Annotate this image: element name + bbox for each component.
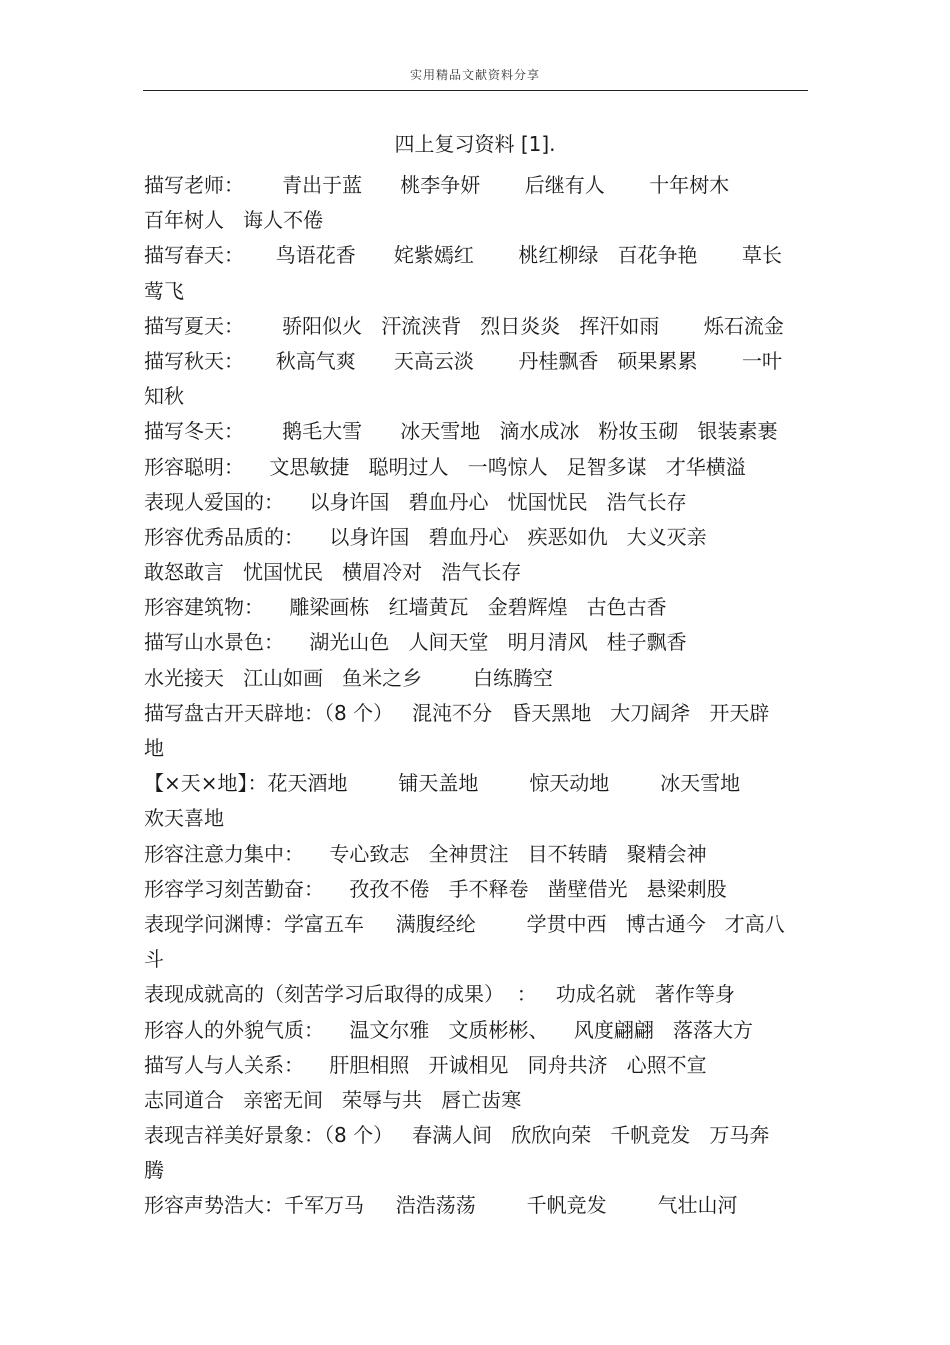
text-line: 描写人与人关系： 肝胆相照 开诚相见 同舟共济 心照不宣 [144, 1052, 707, 1077]
text-line: 形容聪明： 文思敏捷 聪明过人 一鸣惊人 足智多谋 才华横溢 [144, 454, 746, 479]
text-line: 腾 [144, 1158, 164, 1183]
text-line: 描写老师： 青出于蓝 桃李争妍 后继有人 十年树木 [144, 173, 730, 197]
text-line: 斗 [144, 947, 164, 972]
text-line: 表现吉祥美好景象：（8 个） 春满人间 欣欣向荣 千帆竞发 万马奔 [144, 1123, 770, 1148]
text-line: 形容人的外貌气质： 温文尔雅 文质彬彬、 风度翩翩 落落大方 [144, 1017, 754, 1042]
text-line: 地 [144, 736, 164, 760]
text-line: 表现人爱国的： 以身许国 碧血丹心 忧国忧民 浩气长存 [144, 489, 687, 514]
text-line: 【×天×地】：花天酒地 铺天盖地 惊天动地 冰天雪地 [144, 771, 741, 796]
text-line: 知秋 [144, 384, 184, 409]
text-line: 形容注意力集中： 专心致志 全神贯注 目不转睛 聚精会神 [144, 841, 707, 866]
text-line: 欢天喜地 [144, 806, 224, 831]
text-line: 描写冬天： 鹅毛大雪 冰天雪地 滴水成冰 粉妆玉砌 银装素裹 [144, 419, 778, 444]
text-line: 形容优秀品质的： 以身许国 碧血丹心 疾恶如仇 大义灭亲 [144, 524, 707, 549]
text-line: 志同道合 亲密无间 荣辱与共 唇亡齿寒 [144, 1087, 522, 1112]
text-line: 百年树人 诲人不倦 [144, 208, 324, 233]
header-divider [143, 90, 808, 91]
document-title: 四上复习资料 [1]. [394, 132, 556, 156]
text-line: 水光接天 江山如画 鱼米之乡 白练腾空 [144, 665, 554, 690]
text-line: 描写春天： 鸟语花香 姹紫嫣红 桃红柳绿 百花争艳 草长 [144, 243, 783, 268]
page-header: 实用精品文献资料分享 [409, 68, 540, 82]
text-line: 描写山水景色： 湖光山色 人间天堂 明月清风 桂子飘香 [144, 630, 687, 655]
text-line: 敢怒敢言 忧国忧民 横眉冷对 浩气长存 [144, 560, 522, 585]
text-line: 形容声势浩大：千军万马 浩浩荡荡 千帆竞发 气壮山河 [144, 1193, 738, 1218]
text-line: 形容学习刻苦勤奋： 孜孜不倦 手不释卷 凿壁借光 悬梁刺股 [144, 876, 727, 901]
text-line: 描写夏天： 骄阳似火 汗流浃背 烈日炎炎 挥汗如雨 烁石流金 [144, 313, 784, 338]
document-body [144, 168, 808, 1224]
text-line: 表现成就高的（刻苦学习后取得的成果） ： 功成名就 著作等身 [144, 982, 735, 1007]
text-line: 莺飞 [144, 278, 184, 303]
text-line: 描写秋天： 秋高气爽 天高云淡 丹桂飘香 硕果累累 一叶 [144, 348, 783, 373]
text-line: 形容建筑物： 雕梁画栋 红墙黄瓦 金碧辉煌 古色古香 [144, 595, 667, 620]
text-line: 描写盘古开天辟地：（8 个） 混沌不分 昏天黑地 大刀阔斧 开天辟 [144, 700, 770, 725]
text-line: 表现学问渊博：学富五车 满腹经纶 学贯中西 博古通今 才高八 [144, 911, 785, 936]
